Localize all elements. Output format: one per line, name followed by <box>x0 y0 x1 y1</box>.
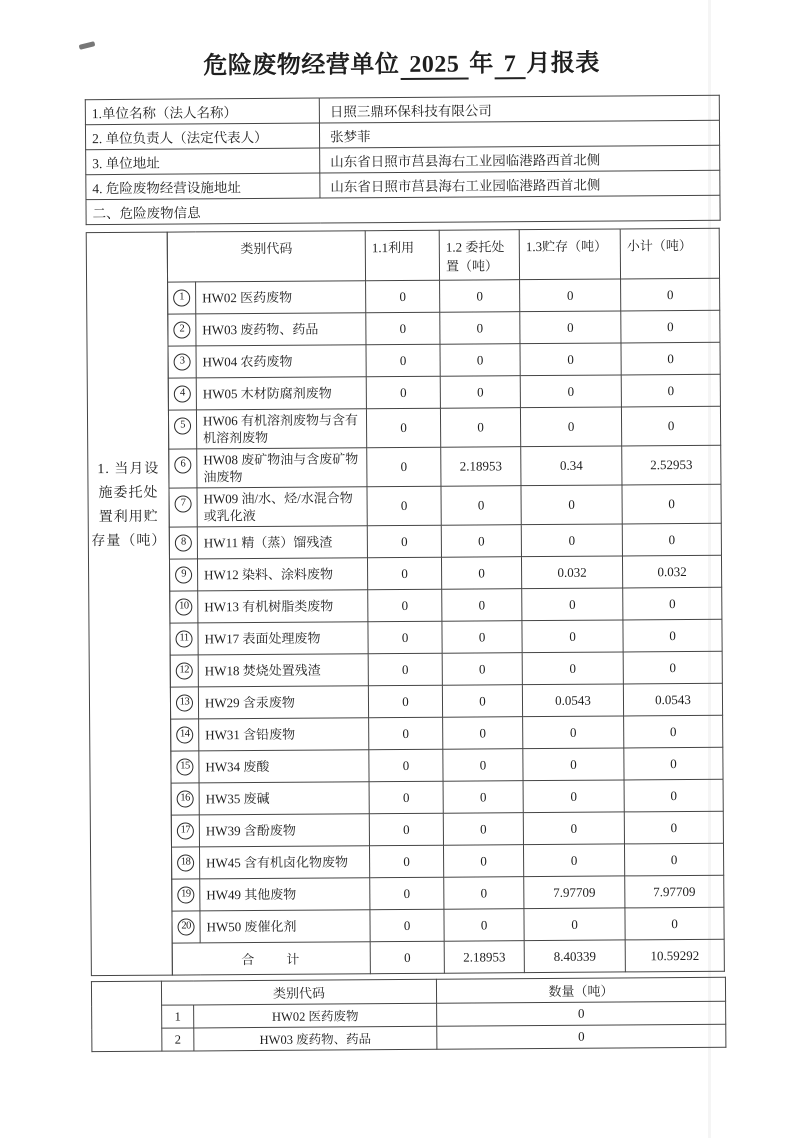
info-value-facility-address: 山东省日照市莒县海右工业园临港路西首北侧 <box>320 170 720 198</box>
col-header-category: 类别代码 <box>167 231 365 282</box>
value-use: 0 <box>366 408 440 448</box>
value-storage: 0 <box>523 812 624 845</box>
quantity-table-empty-cell <box>91 981 161 1051</box>
waste-row-index <box>171 847 199 879</box>
waste-row-index <box>171 783 199 815</box>
quantity-row-index: 2 <box>162 1028 194 1051</box>
value-storage: 0 <box>520 375 621 408</box>
value-use: 0 <box>370 909 444 942</box>
waste-category: HW18 焚烧处置残渣 <box>198 654 368 687</box>
value-storage: 7.97709 <box>524 876 625 909</box>
value-entrust: 0 <box>444 877 524 910</box>
row-group-label: 1. 当月设 施委托处 置利用贮 存量（吨） <box>86 232 173 977</box>
value-storage: 0 <box>521 524 622 557</box>
waste-category: HW34 废酸 <box>199 750 369 783</box>
circled-number: 11 <box>175 630 192 647</box>
waste-category: HW17 表面处理废物 <box>198 622 368 655</box>
waste-category: HW09 油/水、烃/水混合物或乳化液 <box>197 487 367 527</box>
waste-row <box>172 907 724 943</box>
title-month-blank: 7 <box>495 51 526 79</box>
value-entrust: 0 <box>443 781 523 814</box>
waste-row-index <box>172 879 200 911</box>
waste-category: HW49 其他废物 <box>200 878 370 911</box>
value-entrust: 0 <box>440 408 520 448</box>
value-storage: 0 <box>523 716 624 749</box>
value-storage: 0 <box>522 652 623 685</box>
value-subtotal: 0 <box>621 374 720 407</box>
waste-row-index <box>171 751 199 783</box>
value-entrust: 2.18953 <box>441 447 521 487</box>
circled-number: 19 <box>177 886 194 903</box>
waste-row-index <box>170 655 198 687</box>
waste-row <box>171 843 723 879</box>
value-storage: 0 <box>524 844 625 877</box>
waste-row-index <box>171 719 199 751</box>
circled-number: 20 <box>177 918 194 935</box>
value-subtotal: 7.97709 <box>625 875 724 908</box>
value-use: 0 <box>369 813 443 846</box>
circled-number: 16 <box>177 790 194 807</box>
waste-row-index <box>168 314 196 346</box>
waste-row <box>169 523 721 559</box>
waste-row <box>172 875 724 911</box>
waste-row <box>168 310 720 346</box>
quantity-row-amount: 0 <box>437 1024 726 1049</box>
waste-category: HW12 染料、涂料废物 <box>197 558 367 591</box>
waste-row-index <box>168 378 196 410</box>
info-label-unit-address: 3. 单位地址 <box>86 148 320 175</box>
total-storage: 8.40339 <box>524 940 625 973</box>
value-use: 0 <box>369 781 443 814</box>
waste-row <box>168 278 720 314</box>
value-subtotal: 0.032 <box>622 555 721 588</box>
waste-category: HW02 医药废物 <box>196 281 366 314</box>
value-storage: 0 <box>521 485 622 525</box>
value-storage: 0 <box>520 279 621 312</box>
value-subtotal: 0 <box>624 779 723 812</box>
value-storage: 0 <box>522 588 623 621</box>
quantity-row <box>92 1024 726 1051</box>
value-entrust: 0 <box>440 376 520 409</box>
waste-category: HW31 含铅废物 <box>199 718 369 751</box>
value-use: 0 <box>370 877 444 910</box>
info-label-facility-address: 4. 危险废物经营设施地址 <box>86 173 320 200</box>
info-value-responsible-person: 张梦菲 <box>319 120 719 148</box>
value-use: 0 <box>368 621 442 654</box>
value-subtotal: 0 <box>621 342 720 375</box>
info-label-unit-name: 1.单位名称（法人名称） <box>85 98 319 125</box>
value-entrust: 0 <box>442 685 522 718</box>
value-storage: 0 <box>520 407 621 447</box>
circled-number: 1 <box>173 289 190 306</box>
waste-row <box>170 651 722 687</box>
value-subtotal: 0 <box>624 715 723 748</box>
value-use: 0 <box>366 312 440 345</box>
title-year-unit: 年 <box>469 51 494 78</box>
value-subtotal: 0 <box>625 907 724 940</box>
waste-row <box>168 406 720 449</box>
waste-row-index <box>169 488 197 527</box>
waste-row-index <box>168 410 196 449</box>
quantity-col-header-amount: 数量（吨） <box>436 977 725 1003</box>
value-subtotal: 2.52953 <box>622 445 721 485</box>
waste-category: HW06 有机溶剂废物与含有机溶剂废物 <box>196 409 366 449</box>
value-entrust: 0 <box>441 525 521 558</box>
value-storage: 0 <box>520 343 621 376</box>
circled-number: 9 <box>175 566 192 583</box>
waste-row <box>170 587 722 623</box>
waste-row <box>169 445 721 488</box>
waste-row <box>171 779 723 815</box>
value-subtotal: 0 <box>621 278 720 311</box>
waste-row <box>169 484 721 527</box>
circled-number: 10 <box>175 598 192 615</box>
section-heading: 二、危险废物信息 <box>86 195 720 224</box>
value-subtotal: 0 <box>621 310 720 343</box>
value-storage: 0 <box>524 908 625 941</box>
waste-row-index <box>169 449 197 488</box>
waste-row <box>171 715 723 751</box>
info-value-unit-name: 日照三鼎环保科技有限公司 <box>319 95 719 123</box>
value-entrust: 0 <box>443 717 523 750</box>
title-prefix: 危险废物经营单位 <box>203 51 400 80</box>
value-subtotal: 0 <box>623 619 722 652</box>
circled-number: 14 <box>176 726 193 743</box>
circled-number: 3 <box>174 353 191 370</box>
value-subtotal: 0.0543 <box>623 683 722 716</box>
circled-number: 8 <box>175 534 192 551</box>
col-header-use: 1.1利用 <box>365 230 439 281</box>
value-entrust: 0 <box>443 813 523 846</box>
waste-row-index <box>171 815 199 847</box>
total-label: 合 计 <box>172 942 370 975</box>
col-header-storage: 1.3贮存（吨） <box>519 229 620 280</box>
value-use: 0 <box>368 589 442 622</box>
title-year-blank: 2025 <box>400 52 468 80</box>
table-header-row <box>167 228 719 282</box>
waste-row <box>168 374 720 410</box>
waste-row-index <box>170 591 198 623</box>
value-storage: 0 <box>520 311 621 344</box>
circled-number: 2 <box>173 321 190 338</box>
total-row <box>172 939 724 975</box>
waste-row <box>171 747 723 783</box>
value-storage: 0.34 <box>521 446 622 486</box>
waste-row-index <box>172 911 200 943</box>
waste-row-index <box>169 527 197 559</box>
value-entrust: 0 <box>440 280 520 313</box>
waste-row-index <box>170 623 198 655</box>
section-row <box>86 195 720 224</box>
value-entrust: 0 <box>444 909 524 942</box>
waste-row <box>171 811 723 847</box>
value-use: 0 <box>367 557 441 590</box>
waste-row <box>170 683 722 719</box>
circled-number: 17 <box>177 822 194 839</box>
circled-number: 5 <box>174 417 191 434</box>
value-subtotal: 0 <box>624 811 723 844</box>
value-use: 0 <box>367 525 441 558</box>
waste-category: HW45 含有机卤化物废物 <box>199 846 369 879</box>
value-entrust: 0 <box>440 312 520 345</box>
value-entrust: 0 <box>444 845 524 878</box>
value-use: 0 <box>366 280 440 313</box>
waste-category: HW13 有机树脂类废物 <box>198 590 368 623</box>
value-entrust: 0 <box>443 749 523 782</box>
value-subtotal: 0 <box>622 484 721 524</box>
value-storage: 0 <box>523 748 624 781</box>
value-storage: 0 <box>523 780 624 813</box>
waste-category: HW04 农药废物 <box>196 345 366 378</box>
total-use: 0 <box>370 941 444 974</box>
waste-category: HW03 废药物、药品 <box>196 313 366 346</box>
value-entrust: 0 <box>442 621 522 654</box>
col-header-subtotal: 小计（吨） <box>620 228 719 279</box>
waste-category: HW35 废碱 <box>199 782 369 815</box>
circled-number: 12 <box>176 662 193 679</box>
info-value-unit-address: 山东省日照市莒县海右工业园临港路西首北侧 <box>320 145 720 173</box>
waste-category: HW05 木材防腐剂废物 <box>196 377 366 410</box>
value-use: 0 <box>370 845 444 878</box>
waste-row <box>168 342 720 378</box>
waste-category: HW29 含汞废物 <box>198 686 368 719</box>
waste-category: HW08 废矿物油与含废矿物油废物 <box>197 448 367 488</box>
value-use: 0 <box>366 344 440 377</box>
title-suffix: 月报表 <box>526 50 600 78</box>
value-storage: 0.032 <box>521 556 622 589</box>
col-header-entrust: 1.2 委托处置（吨） <box>439 230 519 281</box>
circled-number: 15 <box>176 758 193 775</box>
circled-number: 13 <box>176 694 193 711</box>
value-use: 0 <box>367 447 441 487</box>
waste-category: HW50 废催化剂 <box>200 910 370 943</box>
value-entrust: 0 <box>441 557 521 590</box>
waste-category: HW11 精（蒸）馏残渣 <box>197 526 367 559</box>
waste-row-index <box>168 346 196 378</box>
value-subtotal: 0 <box>623 587 722 620</box>
value-entrust: 0 <box>441 486 521 526</box>
total-entrust: 2.18953 <box>444 941 524 974</box>
value-use: 0 <box>369 749 443 782</box>
value-use: 0 <box>368 685 442 718</box>
value-use: 0 <box>369 717 443 750</box>
circled-number: 6 <box>174 456 191 473</box>
quantity-row-category: HW03 废药物、药品 <box>194 1026 437 1051</box>
value-subtotal: 0 <box>622 523 721 556</box>
quantity-table <box>91 977 726 1052</box>
info-label-responsible-person: 2. 单位负责人（法定代表人） <box>85 123 319 150</box>
value-use: 0 <box>368 653 442 686</box>
waste-row-index <box>169 559 197 591</box>
value-storage: 0.0543 <box>522 684 623 717</box>
value-subtotal: 0 <box>621 406 720 446</box>
quantity-row-category: HW02 医药废物 <box>194 1003 437 1028</box>
value-entrust: 0 <box>440 344 520 377</box>
waste-row <box>170 619 722 655</box>
circled-number: 7 <box>175 495 192 512</box>
unit-info-table <box>85 95 721 225</box>
value-entrust: 0 <box>442 653 522 686</box>
waste-row <box>169 555 721 591</box>
report-title <box>84 48 718 83</box>
quantity-row-amount: 0 <box>437 1001 726 1026</box>
value-subtotal: 0 <box>625 843 724 876</box>
waste-row-index <box>170 687 198 719</box>
monthly-disposal-table <box>167 228 725 976</box>
value-use: 0 <box>366 376 440 409</box>
value-subtotal: 0 <box>624 747 723 780</box>
value-storage: 0 <box>522 620 623 653</box>
circled-number: 18 <box>177 854 194 871</box>
value-use: 0 <box>367 486 441 526</box>
quantity-col-header-category: 类别代码 <box>161 979 436 1005</box>
value-entrust: 0 <box>442 589 522 622</box>
quantity-row-index: 1 <box>162 1005 194 1028</box>
value-subtotal: 0 <box>623 651 722 684</box>
circled-number: 4 <box>174 385 191 402</box>
monthly-disposal-section <box>86 228 725 976</box>
waste-row-index <box>168 282 196 314</box>
waste-category: HW39 含酚废物 <box>199 814 369 847</box>
total-subtotal: 10.59292 <box>625 939 724 972</box>
